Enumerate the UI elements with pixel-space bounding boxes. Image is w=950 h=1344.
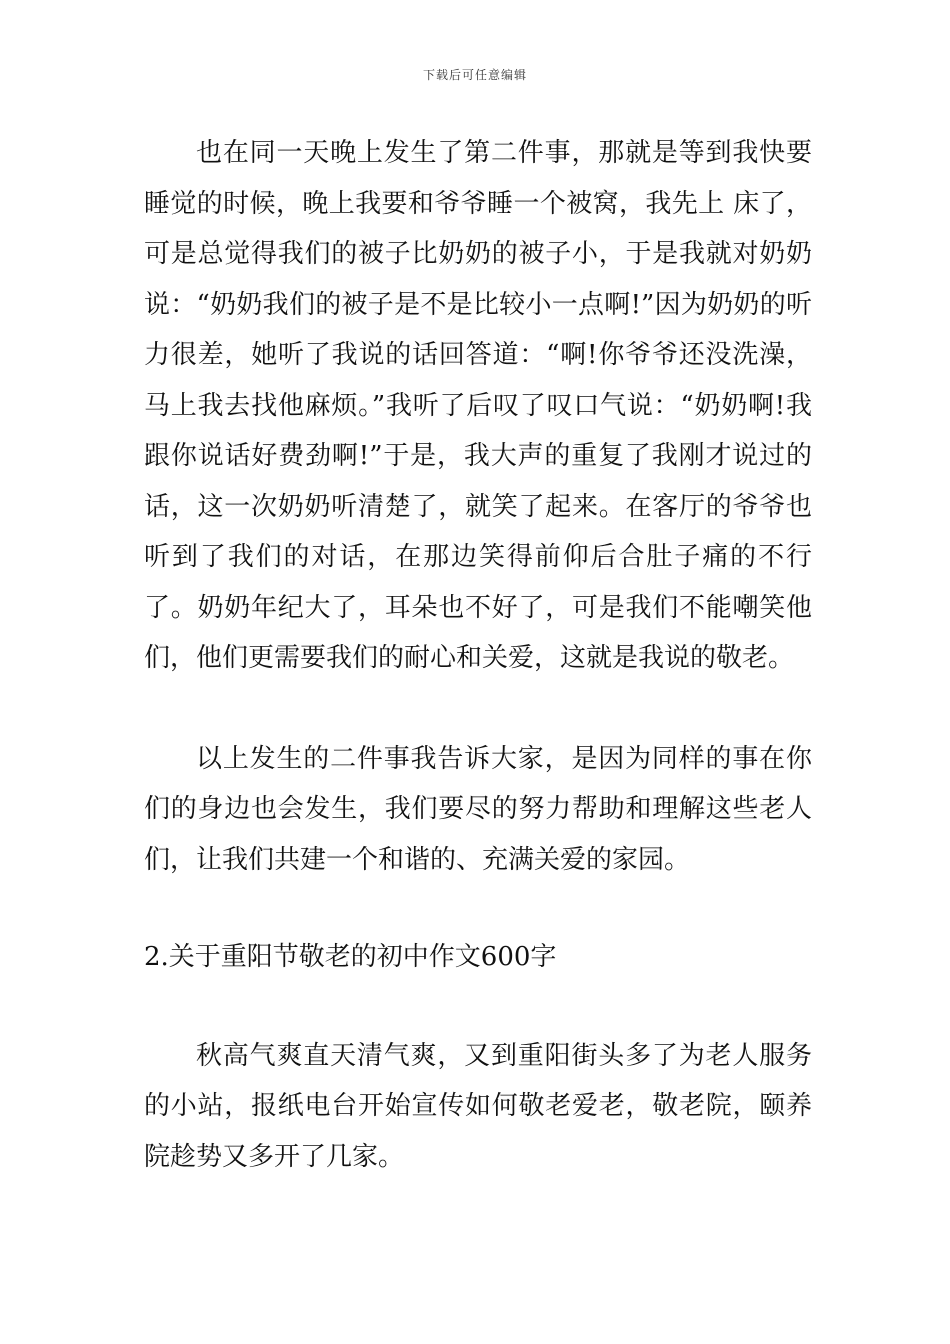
- paragraph-autumn: 秋高气爽直天清气爽，又到重阳街头多了为老人服务的小站，报纸电台开始宣传如何敬老爱老，敬老院，颐养院趁势又多开了几家。: [144, 1040, 812, 1172]
- paragraph-grandma-story: 也在同一天晚上发生了第二件事，那就是等到我快要睡觉的时候，晚上我要和爷爷睡一个被窝，我先上 床了，可是总觉得我们的被子比奶奶的被子小，于是我就对奶奶说：“奶奶我们的被子是不是比较小一点啊!”因为奶奶的听力很差，她听了我说的话回答道：“啊!你爷爷还没洗澡，马上我去找他麻烦。”我听了后叹了叹口气说：“奶奶啊!我跟你说话好费劲啊!”于是，我大声的重复了我刚才说过的话，这一次奶奶听清楚了，就笑了起来。在客厅的爷爷也听到了我们的对话，在那边笑得前仰后合肚子痛的不行了。奶奶年纪大了，耳朵也不好了，可是我们不能嘲笑他们，他们更需要我们的耐心和关爱，这就是我说的敬老。: [144, 138, 812, 673]
- document-body: [144, 128, 812, 1182]
- section-heading: 2.关于重阳节敬老的初中作文600字: [144, 942, 557, 972]
- page-header-note: 下载后可任意编辑: [422, 68, 527, 82]
- paragraph-conclusion: 以上发生的二件事我告诉大家，是因为同样的事在你们的身边也会发生，我们要尽的努力帮助和理解这些老人们，让我们共建一个和谐的、充满关爱的家园。: [144, 743, 812, 875]
